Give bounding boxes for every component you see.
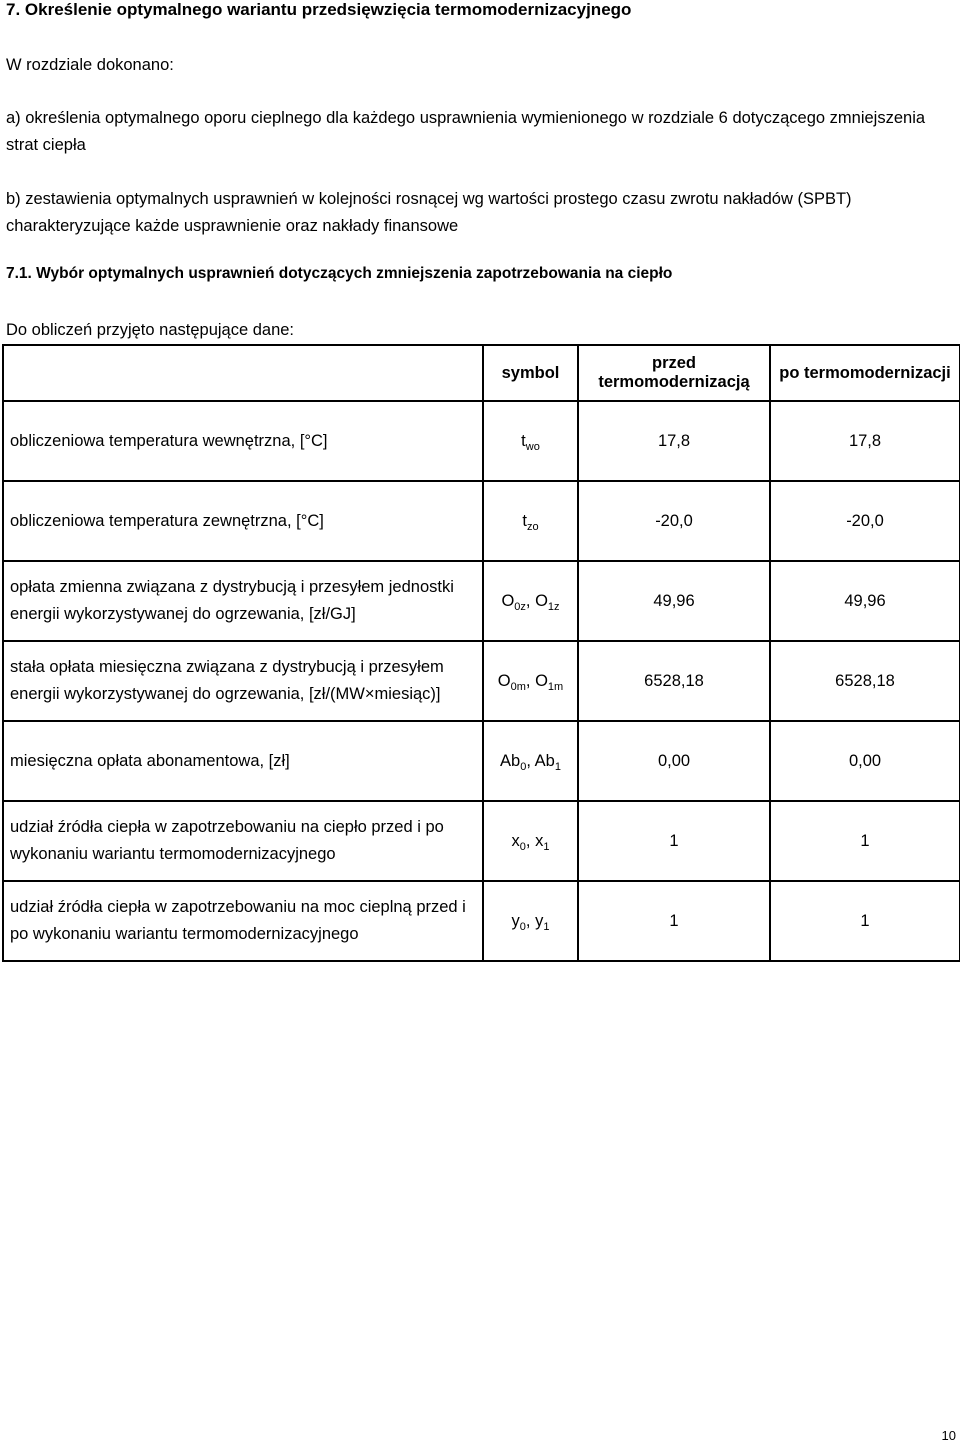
header-after: po termomodernizacji bbox=[770, 345, 960, 401]
row-label: miesięczna opłata abonamentowa, [zł] bbox=[3, 721, 483, 801]
header-blank-cell bbox=[3, 345, 483, 401]
page-number: 10 bbox=[941, 1428, 956, 1443]
row-value-after: 49,96 bbox=[770, 561, 960, 641]
subsection-heading: 7.1. Wybór optymalnych usprawnień dotyczących zmniejszenia zapotrzebowania na ciepło bbox=[6, 265, 673, 282]
table-row bbox=[3, 481, 960, 561]
row-label: obliczeniowa temperatura zewnętrzna, [°C] bbox=[3, 481, 483, 561]
row-value-after: 17,8 bbox=[770, 401, 960, 481]
list-item-a: a) określenia optymalnego oporu cieplnego dla każdego usprawnienia wymienionego w rozdziale 6 dotyczącego zmniejszenia strat ciepła bbox=[6, 109, 926, 154]
table-row bbox=[3, 721, 960, 801]
row-value-after: 1 bbox=[770, 801, 960, 881]
table-header-row bbox=[3, 345, 960, 401]
parameters-table bbox=[2, 344, 960, 962]
row-symbol: $t_{wo}$ bbox=[483, 401, 578, 481]
row-label: udział źródła ciepła w zapotrzebowaniu na moc cieplną przed i po wykonaniu wariantu termomodernizacyjnego bbox=[3, 881, 483, 961]
row-symbol: $O_{0m}$, $O_{1m}$ bbox=[483, 641, 578, 721]
row-symbol: $y_0$, $y_1$ bbox=[483, 881, 578, 961]
table-row bbox=[3, 401, 960, 481]
row-symbol: $x_0$, $x_1$ bbox=[483, 801, 578, 881]
row-label: stała opłata miesięczna związana z dystrybucją i przesyłem energii wykorzystywanej do ogrzewania, [zł/(MW×miesiąc)] bbox=[3, 641, 483, 721]
row-value-before: 0,00 bbox=[578, 721, 770, 801]
row-value-before: 1 bbox=[578, 881, 770, 961]
row-value-after: -20,0 bbox=[770, 481, 960, 561]
row-value-before: 17,8 bbox=[578, 401, 770, 481]
header-symbol: symbol bbox=[483, 345, 578, 401]
row-value-before: -20,0 bbox=[578, 481, 770, 561]
table-row bbox=[3, 801, 960, 881]
section-heading: 7. Określenie optymalnego wariantu przedsięwzięcia termomodernizacyjnego bbox=[6, 0, 632, 19]
intro-text: W rozdziale dokonano: bbox=[6, 56, 174, 74]
table-intro: Do obliczeń przyjęto następujące dane: bbox=[6, 321, 295, 339]
table-row bbox=[3, 641, 960, 721]
table-row bbox=[3, 561, 960, 641]
row-value-after: 6528,18 bbox=[770, 641, 960, 721]
row-value-before: 49,96 bbox=[578, 561, 770, 641]
header-before: przed termomodernizacją bbox=[578, 345, 770, 401]
table-row bbox=[3, 881, 960, 961]
row-value-after: 1 bbox=[770, 881, 960, 961]
row-symbol: $O_{0z}$, $O_{1z}$ bbox=[483, 561, 578, 641]
row-value-before: 6528,18 bbox=[578, 641, 770, 721]
row-label: obliczeniowa temperatura wewnętrzna, [°C] bbox=[3, 401, 483, 481]
row-symbol: $Ab_0$, $Ab_1$ bbox=[483, 721, 578, 801]
list-item-b: b) zestawienia optymalnych usprawnień w kolejności rosnącej wg wartości prostego czasu zwrotu nakładów (SPBT) charakteryzujące każde usprawnienie oraz nakłady finansowe bbox=[6, 190, 852, 235]
row-value-before: 1 bbox=[578, 801, 770, 881]
row-label: opłata zmienna związana z dystrybucją i przesyłem jednostki energii wykorzystywanej do ogrzewania, [zł/GJ] bbox=[3, 561, 483, 641]
row-symbol: $t_{zo}$ bbox=[483, 481, 578, 561]
row-value-after: 0,00 bbox=[770, 721, 960, 801]
row-label: udział źródła ciepła w zapotrzebowaniu na ciepło przed i po wykonaniu wariantu termomodernizacyjnego bbox=[3, 801, 483, 881]
